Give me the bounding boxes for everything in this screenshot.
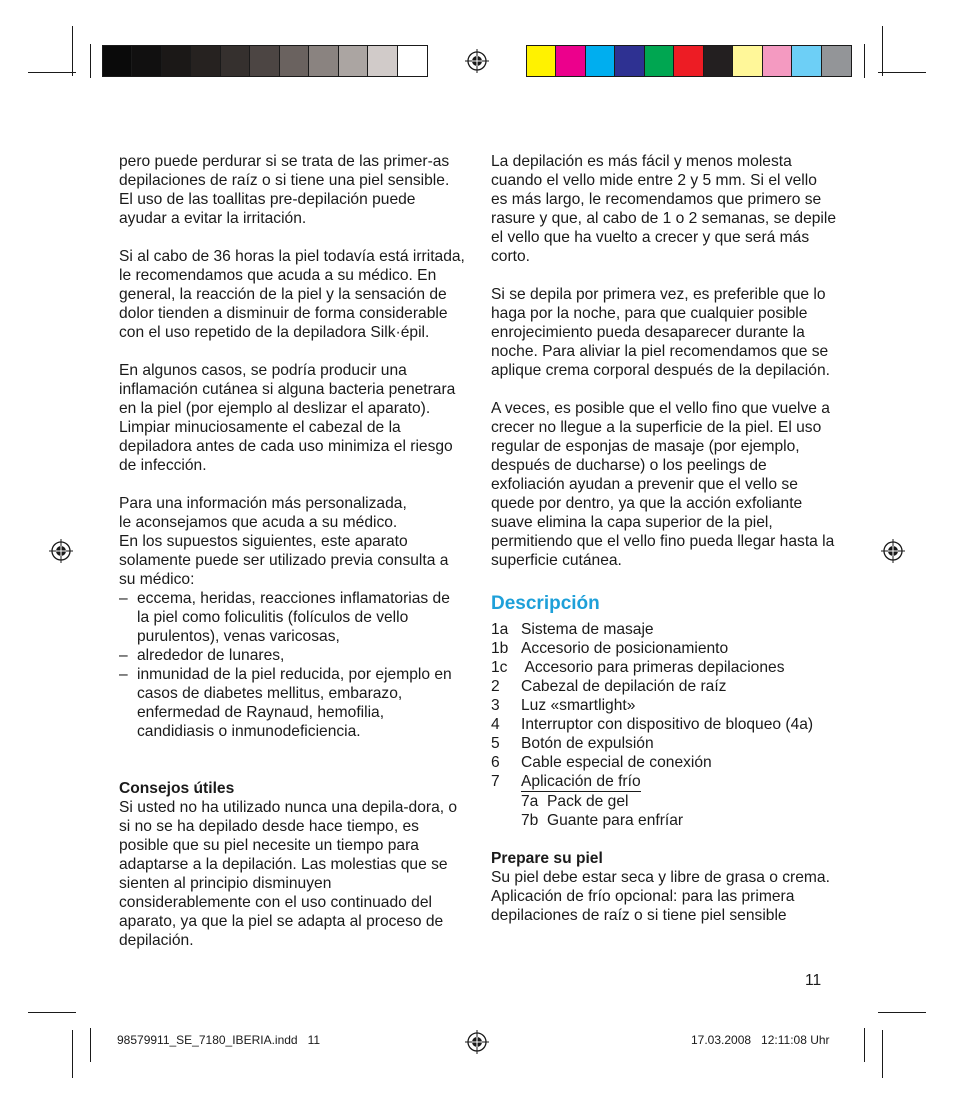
list-item bbox=[491, 677, 837, 696]
registration-mark-icon bbox=[49, 539, 73, 563]
precaution-list bbox=[119, 589, 465, 741]
parts-list bbox=[491, 620, 837, 830]
list-item bbox=[491, 658, 837, 677]
grayscale-color-bar bbox=[102, 45, 428, 77]
spacer bbox=[491, 570, 837, 592]
paragraph: Si se depila por primera vez, es preferible que lo haga por la noche, para que cualquier posible enrojecimiento pueda desaparecer durante la noche. Para aliviar la piel recomendamos que se aplique crema corporal después de la depilación. bbox=[491, 286, 830, 379]
color-swatch bbox=[309, 46, 338, 76]
registration-mark-icon bbox=[881, 539, 905, 563]
item-label: Sistema de masaje bbox=[521, 621, 654, 638]
registration-mark-icon bbox=[465, 49, 489, 73]
item-number: 2 bbox=[491, 678, 500, 695]
list-item bbox=[119, 665, 465, 741]
list-item bbox=[491, 772, 837, 792]
paragraph: En los supuestos siguientes, este aparato solamente puede ser utilizado previa consulta a su médico: bbox=[119, 533, 449, 588]
list-item bbox=[491, 620, 837, 639]
process-color-bar bbox=[526, 45, 852, 77]
color-swatch bbox=[586, 46, 615, 76]
page-number: 11 bbox=[805, 972, 822, 989]
color-swatch bbox=[162, 46, 191, 76]
list-subitem bbox=[491, 792, 837, 811]
crop-mark bbox=[28, 1012, 76, 1013]
crop-mark bbox=[878, 1012, 926, 1013]
item-number: 1c bbox=[491, 659, 508, 676]
crop-mark bbox=[878, 72, 926, 73]
crop-mark bbox=[72, 1030, 73, 1078]
consejos-heading: Consejos útiles bbox=[119, 780, 235, 797]
color-swatch bbox=[792, 46, 821, 76]
color-swatch bbox=[191, 46, 220, 76]
right-column bbox=[491, 152, 837, 925]
dash-marker: – bbox=[119, 590, 128, 607]
color-swatch bbox=[733, 46, 762, 76]
paragraph: A veces, es posible que el vello fino que vuelve a crecer no llegue a la superficie de la piel. El uso regular de esponjas de masaje (por ejemplo, después de ducharse) o los peelings de exfoliación ayudan a prevenir que el vello se quede por dentro, ya que la acción exfoliante suave elimina la capa superior de la piel, permitiendo que el vello fino pueda llegar hasta la superficie cutánea. bbox=[491, 400, 835, 569]
color-swatch bbox=[704, 46, 733, 76]
color-swatch bbox=[339, 46, 368, 76]
list-item bbox=[491, 639, 837, 658]
color-swatch bbox=[645, 46, 674, 76]
list-item bbox=[491, 696, 837, 715]
paragraph: La depilación es más fácil y menos molesta cuando el vello mide entre 2 y 5 mm. Si el vello es más largo, le recomendamos que primero se rasure y que, al cabo de 1 o 2 semanas, se depile el vello que ha vuelto a crecer y que será más corto. bbox=[491, 153, 837, 265]
color-swatch bbox=[368, 46, 397, 76]
item-label: Aplicación de frío bbox=[521, 773, 641, 790]
paragraph: Aplicación de frío opcional: para las primera depilaciones de raíz o si tiene piel sensible bbox=[491, 888, 795, 924]
item-number: 4 bbox=[491, 716, 500, 733]
left-column bbox=[119, 152, 465, 950]
color-swatch bbox=[280, 46, 309, 76]
list-item bbox=[119, 646, 465, 665]
list-item bbox=[491, 715, 837, 734]
list-item-text: inmunidad de la piel reducida, por ejemplo en casos de diabetes mellitus, embarazo, enfermedad de Raynaud, hemofilia, candidiasis o inmunodeficiencia. bbox=[137, 666, 452, 740]
paragraph: Si al cabo de 36 horas la piel todavía está irritada, le recomendamos que acuda a su médico. En general, la reacción de la piel y la sensación de dolor tienden a disminuir de forma considerable con el uso repetido de la depiladora Silk·épil. bbox=[119, 248, 465, 341]
spacer bbox=[491, 830, 837, 849]
list-item bbox=[491, 753, 837, 772]
crop-mark bbox=[882, 1030, 883, 1078]
subitem-label: 7a Pack de gel bbox=[521, 793, 629, 810]
color-swatch bbox=[398, 46, 427, 76]
item-number: 5 bbox=[491, 735, 500, 752]
paragraph: pero puede perdurar si se trata de las primer-as depilaciones de raíz o si tiene una piel sensible. El uso de las toallitas pre-depilación puede ayudar a evitar la irritación. bbox=[119, 153, 450, 227]
spacer bbox=[119, 741, 465, 779]
subitem-label: 7b Guante para enfríar bbox=[521, 812, 684, 829]
item-number: 6 bbox=[491, 754, 500, 771]
color-swatch bbox=[132, 46, 161, 76]
list-subitem bbox=[491, 811, 837, 830]
color-swatch bbox=[822, 46, 851, 76]
color-swatch bbox=[674, 46, 703, 76]
list-item bbox=[491, 734, 837, 753]
registration-mark-icon bbox=[465, 1030, 489, 1054]
item-label: Botón de expulsión bbox=[521, 735, 654, 752]
descripcion-heading: Descripción bbox=[491, 593, 600, 614]
paragraph-line: le aconsejamos que acuda a su médico. bbox=[119, 514, 398, 531]
crop-mark bbox=[72, 26, 73, 76]
list-item bbox=[119, 589, 465, 646]
list-item-text: eccema, heridas, reacciones inflamatorias de la piel como foliculitis (folículos de vello purulentos), venas varicosas, bbox=[137, 590, 450, 645]
color-swatch bbox=[763, 46, 792, 76]
crop-mark bbox=[90, 1028, 91, 1062]
list-item-text: alrededor de lunares, bbox=[137, 647, 285, 664]
item-label: Cable especial de conexión bbox=[521, 754, 712, 771]
item-label: Luz «smartlight» bbox=[521, 697, 636, 714]
crop-mark bbox=[28, 72, 76, 73]
dash-marker: – bbox=[119, 647, 128, 664]
item-label: Cabezal de depilación de raíz bbox=[521, 678, 727, 695]
color-swatch bbox=[556, 46, 585, 76]
color-swatch bbox=[221, 46, 250, 76]
color-swatch bbox=[250, 46, 279, 76]
paragraph: Su piel debe estar seca y libre de grasa o crema. bbox=[491, 869, 830, 886]
prepare-heading: Prepare su piel bbox=[491, 850, 603, 867]
footer-timestamp: 17.03.2008 12:11:08 Uhr bbox=[691, 1033, 830, 1047]
crop-mark bbox=[90, 44, 91, 78]
item-number: 3 bbox=[491, 697, 500, 714]
color-swatch bbox=[615, 46, 644, 76]
crop-mark bbox=[864, 1028, 865, 1062]
item-number: 1b bbox=[491, 640, 509, 657]
item-label: Accesorio para primeras depilaciones bbox=[521, 659, 785, 676]
crop-mark bbox=[882, 26, 883, 76]
color-swatch bbox=[527, 46, 556, 76]
item-number: 7 bbox=[491, 773, 500, 790]
footer-filename: 98579911_SE_7180_IBERIA.indd 11 bbox=[117, 1033, 321, 1047]
paragraph-line: Para una información más personalizada, bbox=[119, 495, 407, 512]
color-swatch bbox=[103, 46, 132, 76]
paragraph: En algunos casos, se podría producir una inflamación cutánea si alguna bacteria penetrara en la piel (por ejemplo al deslizar el aparato). Limpiar minuciosamente el cabezal de la depiladora antes de cada uso minimiza el riesgo de infección. bbox=[119, 362, 456, 474]
item-number: 1a bbox=[491, 621, 509, 638]
paragraph: Si usted no ha utilizado nunca una depila-dora, o si no se ha depilado desde hace tiempo, es posible que su piel necesite un tiempo para adaptarse a la depilación. Las molestias que se sienten al principio disminuyen considerablemente con el uso continuado del aparato, ya que la piel se adapta al proceso de depilación. bbox=[119, 799, 458, 949]
item-label: Accesorio de posicionamiento bbox=[521, 640, 729, 657]
dash-marker: – bbox=[119, 666, 128, 683]
item-label: Interruptor con dispositivo de bloqueo (4a) bbox=[521, 716, 814, 733]
crop-mark bbox=[864, 44, 865, 78]
